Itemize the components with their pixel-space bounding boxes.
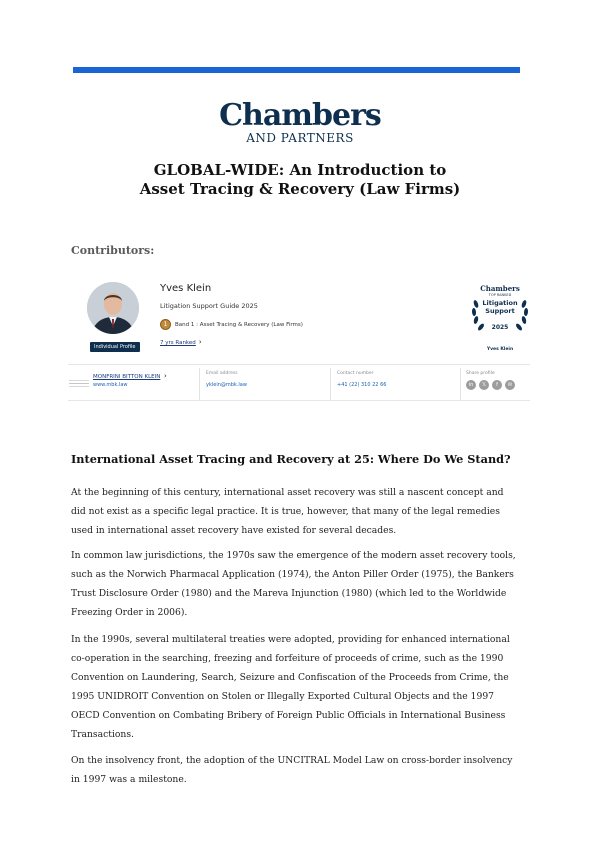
linkedin-icon[interactable]: in [466, 380, 476, 390]
email-label: Email address [206, 371, 238, 376]
contributors-label: Contributors: [71, 244, 155, 257]
phone-label: Contact number [337, 371, 374, 376]
individual-profile-badge[interactable]: Individual Profile [90, 342, 140, 352]
avatar[interactable] [87, 282, 139, 334]
paragraph-line: Convention on Laundering, Search, Seizure and Confiscation of the Proceeds from Crime, the [71, 672, 509, 683]
paragraph-line: did not exist as a specific legal practice. It is true, however, that many of the legal remedies [71, 506, 500, 517]
article-paragraph [71, 483, 531, 540]
award-year: 2025 [491, 324, 509, 331]
chevron-right-icon[interactable]: › [164, 372, 167, 380]
paragraph-line: Transactions. [71, 729, 134, 740]
column-divider [460, 368, 461, 400]
award-category-line-2: Support [485, 307, 515, 315]
document-title [0, 161, 600, 199]
firm-logo[interactable] [69, 376, 89, 390]
paragraph-line: co-operation in the searching, freezing and forfeiture of proceeds of crime, such as the 1990 [71, 653, 504, 664]
share-label: Share profile [466, 371, 495, 376]
column-divider [330, 368, 331, 400]
email-icon[interactable]: ✉ [505, 380, 515, 390]
facebook-icon[interactable]: f [492, 380, 502, 390]
document-title-line-2: Asset Tracing & Recovery (Law Firms) [139, 180, 461, 198]
paragraph-line: Trust Disclosure Order (1980) and the Mareva Injunction (1980) (which led to the Worldwide [71, 588, 507, 599]
phone-link[interactable]: +41 (22) 310 22 66 [337, 382, 387, 388]
top-accent-bar [73, 67, 520, 73]
band-text: Band 1 : Asset Tracing & Recovery (Law Firms) [175, 321, 303, 328]
logo-wordmark: Chambers [219, 98, 381, 133]
paragraph-line: On the insolvency front, the adoption of the UNCITRAL Model Law on cross-border insolvency [71, 755, 513, 766]
guide-name: Litigation Support Guide 2025 [160, 302, 258, 310]
award-top-ranked: TOP RANKED [488, 293, 512, 297]
share-icons [466, 380, 515, 390]
paragraph-line: In the 1990s, several multilateral treaties were adopted, providing for enhanced international [71, 634, 510, 645]
award-category-line-1: Litigation [482, 299, 518, 307]
contact-divider-bottom [68, 400, 530, 401]
article-paragraph [71, 751, 531, 789]
years-ranked-label: 7 yrs Ranked [160, 340, 196, 346]
firm-name-link[interactable]: MONFRINI BITTON KLEIN [93, 374, 161, 380]
chevron-right-icon: › [198, 338, 202, 346]
paragraph-line: Freezing Order in 2006). [71, 607, 188, 618]
person-portrait-icon [87, 282, 139, 334]
paragraph-line: in 1997 was a milestone. [71, 774, 187, 785]
paragraph-line: OECD Convention on Combating Bribery of Foreign Public Officials in International Business [71, 710, 506, 721]
column-divider [199, 368, 200, 400]
paragraph-line: such as the Norwich Pharmacal Application (1974), the Anton Piller Order (1975), the Bankers [71, 569, 514, 580]
chambers-logo[interactable] [0, 100, 600, 145]
award-brand: Chambers [480, 284, 520, 293]
article-paragraph [71, 546, 531, 622]
paragraph-line: At the beginning of this century, international asset recovery was still a nascent concept and [71, 487, 504, 498]
paragraph-line: 1995 UNIDROIT Convention on Stolen or Illegally Exported Cultural Objects and the 1997 [71, 691, 495, 702]
email-link[interactable]: yklein@mbk.law [206, 382, 247, 388]
article-heading: International Asset Tracing and Recovery at 25: Where Do We Stand? [71, 452, 511, 466]
x-icon[interactable]: 𝕏 [479, 380, 489, 390]
band-ranking [160, 319, 303, 330]
article-paragraph [71, 630, 531, 744]
award-category [468, 299, 532, 315]
years-ranked-link[interactable] [160, 338, 202, 346]
document-title-line-1: GLOBAL-WIDE: An Introduction to [153, 161, 447, 179]
logo-subtitle: AND PARTNERS [246, 131, 354, 145]
band-medal-icon: 1 [160, 319, 171, 330]
paragraph-line: In common law jurisdictions, the 1970s saw the emergence of the modern asset recovery tools, [71, 550, 516, 561]
award-recipient-name: Yves Klein [486, 347, 514, 352]
contact-divider-top [68, 364, 530, 365]
contributor-name[interactable]: Yves Klein [160, 283, 212, 294]
top-ranked-award-badge [468, 284, 532, 344]
paragraph-line: used in international asset recovery have existed for several decades. [71, 525, 397, 536]
firm-url-link[interactable]: www.mbk.law [93, 382, 128, 388]
